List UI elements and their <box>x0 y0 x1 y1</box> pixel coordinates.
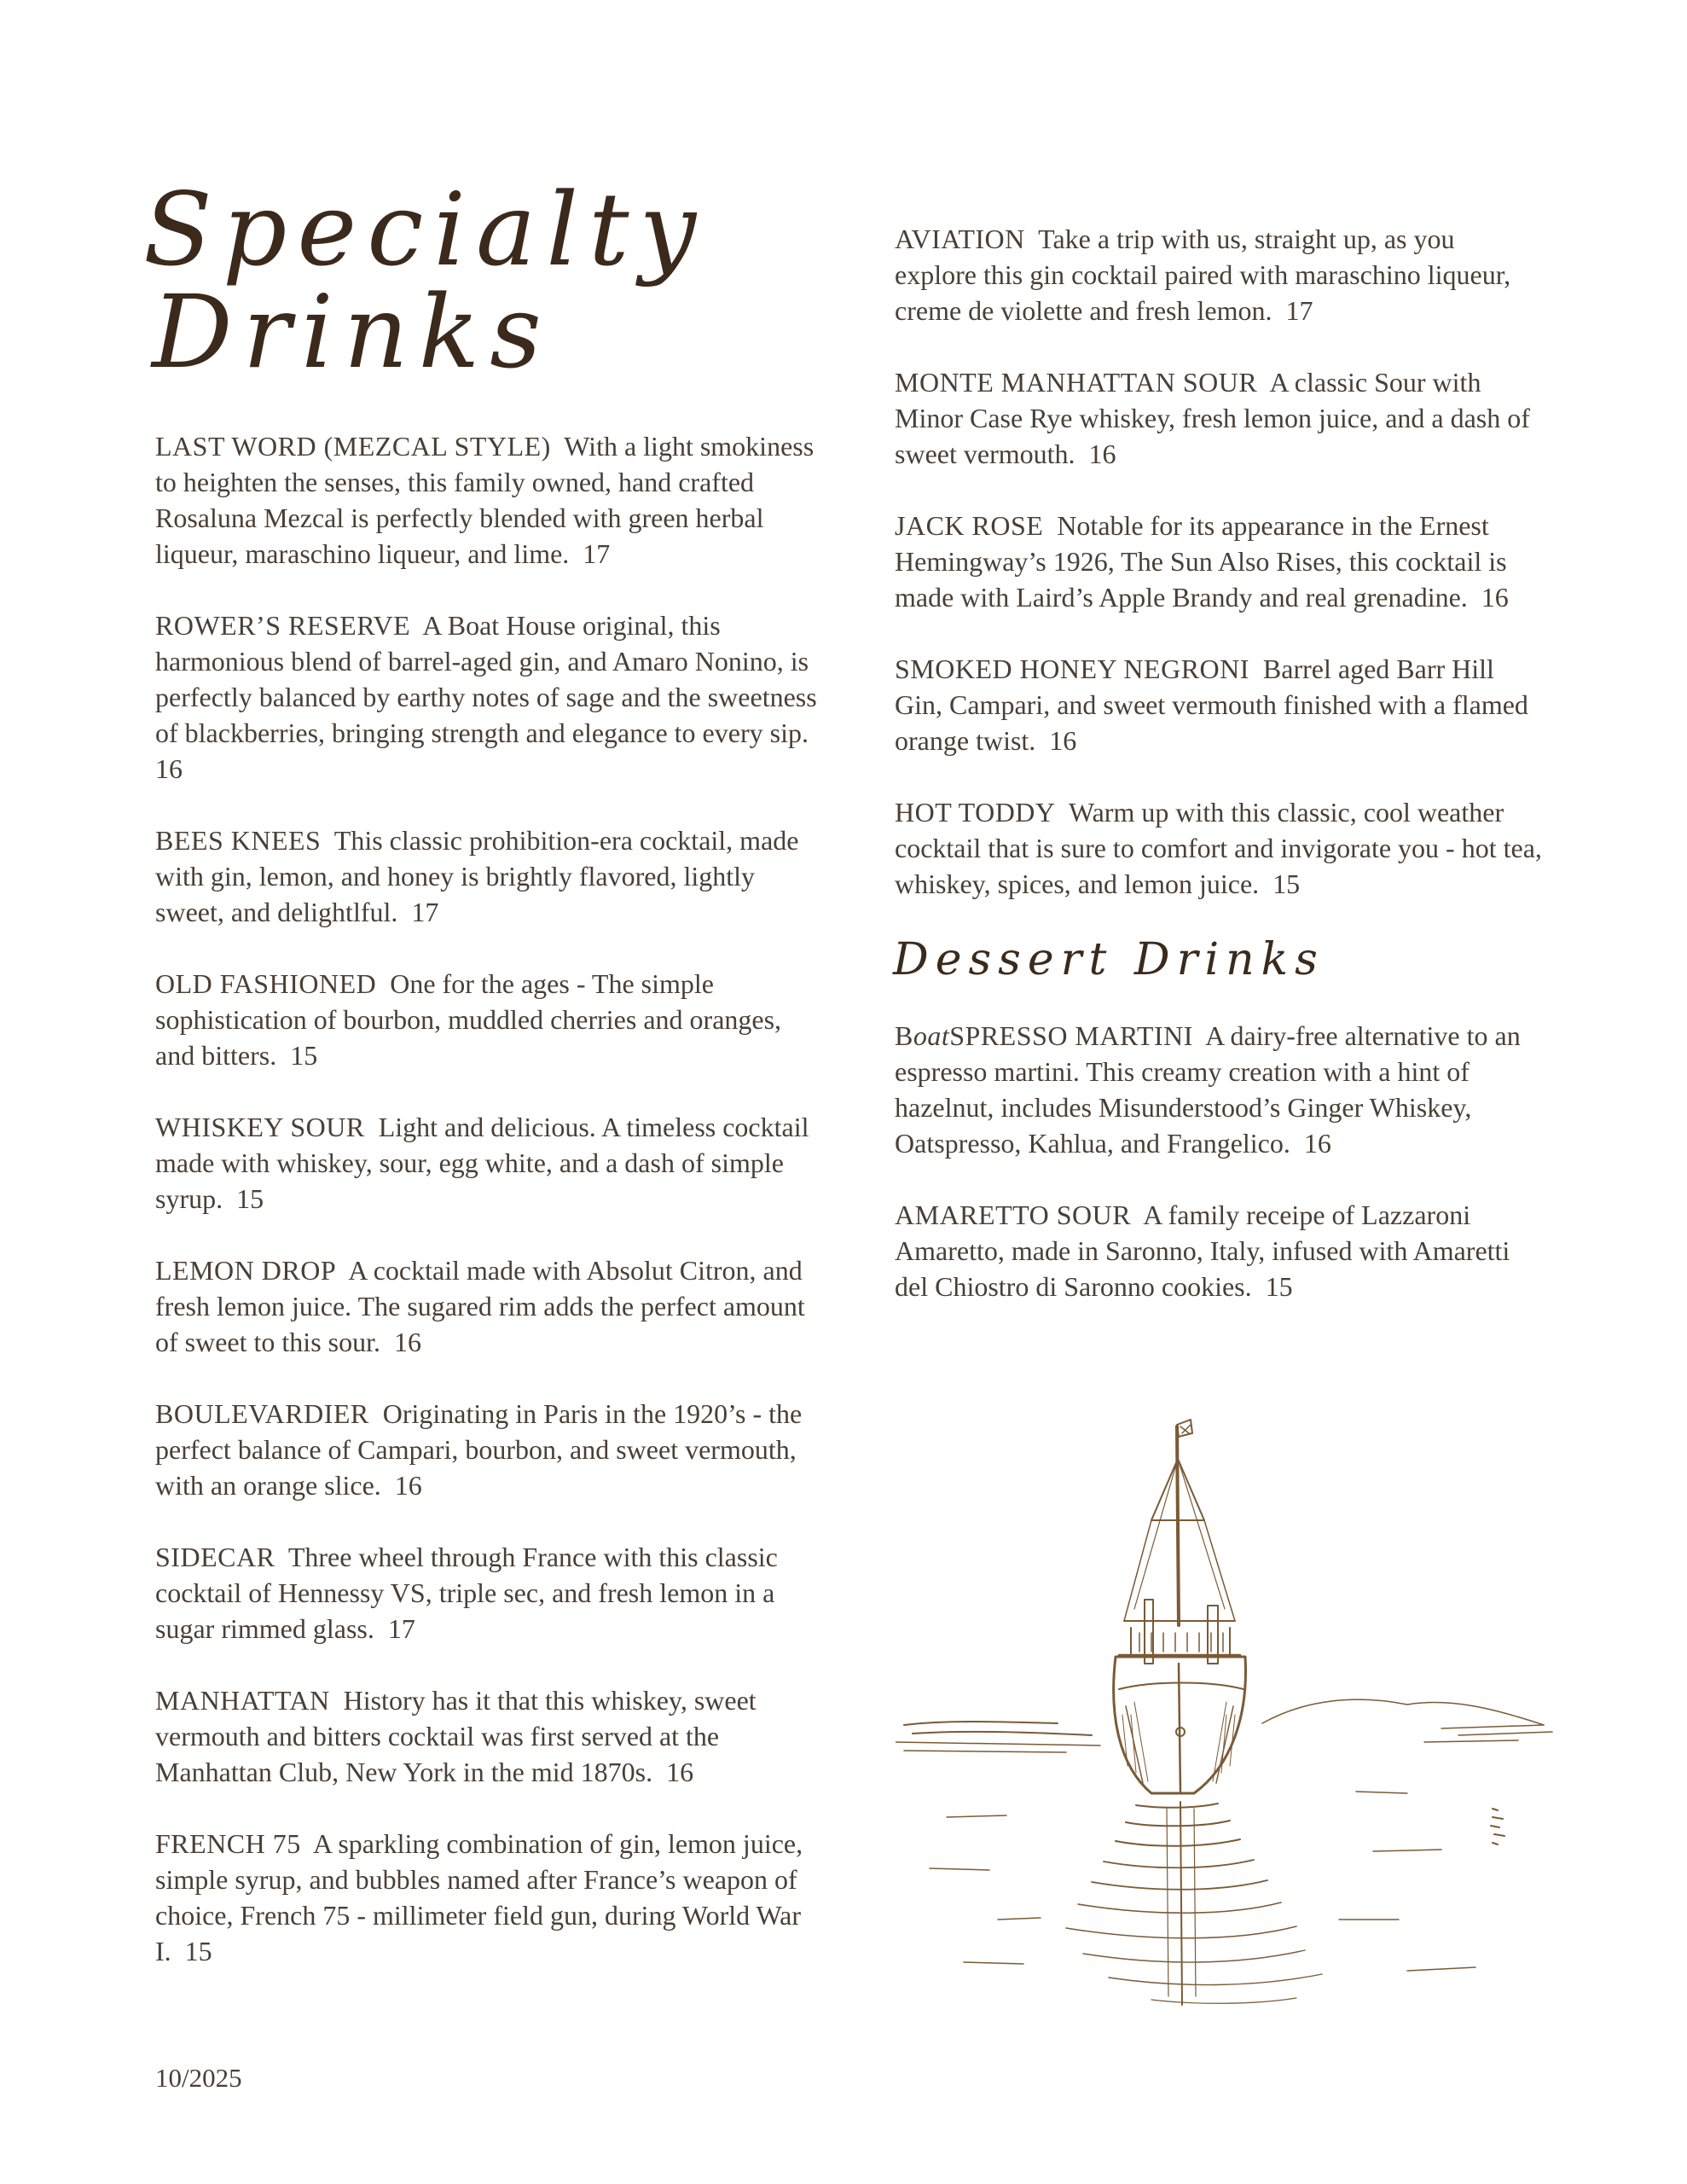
item-name: MANHATTAN <box>155 1685 330 1716</box>
item-name-part: B <box>895 1020 913 1051</box>
dessert-heading: Dessert Drinks <box>893 934 1325 985</box>
item-name: MONTE MANHATTAN SOUR <box>895 367 1258 398</box>
item-price: 15 <box>290 1040 318 1071</box>
menu-item <box>895 221 1543 328</box>
item-description: Light and delicious. A timeless cocktail made with whiskey, sour, egg white, and a dash of simple syrup. <box>155 1112 809 1214</box>
menu-item <box>155 1252 820 1360</box>
item-price: 16 <box>155 753 183 784</box>
menu-item <box>895 364 1543 472</box>
item-price: 16 <box>666 1757 694 1787</box>
title-line-2: Drinks <box>152 273 552 391</box>
menu-item <box>895 794 1543 902</box>
item-price: 16 <box>1049 725 1077 756</box>
item-name: OLD FASHIONED <box>155 968 377 999</box>
item-price: 15 <box>236 1183 264 1214</box>
menu-item <box>895 1197 1543 1304</box>
item-name: BOULEVARDIER <box>155 1398 369 1429</box>
item-price: 17 <box>1285 295 1313 326</box>
item-description: Take a trip with us, straight up, as you explore this gin cocktail paired with maraschino liqueur, creme de violette and fresh lemon. <box>895 224 1511 326</box>
item-name: LAST WORD (MEZCAL STYLE) <box>155 431 551 462</box>
item-description: A family receipe of Lazzaroni Amaretto, made in Saronno, Italy, infused with Amaretti del Chiostro di Saronno cookies. <box>895 1199 1510 1302</box>
menu-item <box>155 1539 820 1647</box>
footer-date: 10/2025 <box>155 2063 242 2093</box>
item-name: SMOKED HONEY NEGRONI <box>895 653 1249 684</box>
item-price: 17 <box>583 538 611 569</box>
item-price: 15 <box>1265 1271 1293 1302</box>
item-price: 17 <box>387 1613 415 1644</box>
menu-item <box>155 428 820 572</box>
menu-item <box>155 822 820 930</box>
item-name: FRENCH 75 <box>155 1828 301 1859</box>
item-description: A classic Sour with Minor Case Rye whiskey, fresh lemon juice, and a dash of sweet vermouth. <box>895 367 1530 469</box>
menu-item <box>155 1109 820 1217</box>
item-name: JACK ROSE <box>895 510 1044 541</box>
boat-illustration <box>896 1408 1561 2030</box>
menu-item <box>895 508 1543 615</box>
item-description: With a light smokiness to heighten the senses, this family owned, hand crafted Rosaluna Mezcal is perfectly blended with green herbal liqueur, maraschino liqueur, and lime. <box>155 431 815 569</box>
menu-item <box>155 1826 820 1969</box>
right-items <box>895 221 1543 902</box>
right-column <box>895 221 1543 1340</box>
item-description: A sparkling combination of gin, lemon juice, simple syrup, and bubbles named after France’s weapon of choice, French 75 - millimeter field gun, during World War I. <box>155 1828 803 1966</box>
item-description: Originating in Paris in the 1920’s - the perfect balance of Campari, bourbon, and sweet vermouth, with an orange slice. <box>155 1398 803 1501</box>
item-name-part: SPRESSO MARTINI <box>949 1020 1193 1051</box>
item-name <box>895 1020 1193 1051</box>
item-price: 17 <box>411 897 439 927</box>
menu-item <box>155 966 820 1073</box>
item-description: A dairy-free alternative to an espresso martini. This creamy creation with a hint of hazelnut, includes Misunderstood’s Ginger Whiskey, Oatspresso, Kahlua, and Frangelico. <box>895 1020 1521 1159</box>
item-price: 15 <box>1272 868 1301 899</box>
item-price: 16 <box>1088 439 1116 469</box>
item-name: WHISKEY SOUR <box>155 1112 365 1142</box>
item-description: A Boat House original, this harmonious blend of barrel-aged gin, and Amaro Nonino, is perfectly balanced by earthy notes of sage and the sweetness of blackberries, bringing strength and elegance to every sip. <box>155 610 817 748</box>
item-price: 16 <box>1481 582 1509 613</box>
item-name: AVIATION <box>895 224 1025 254</box>
item-name: HOT TODDY <box>895 797 1056 828</box>
item-description: A cocktail made with Absolut Citron, and fresh lemon juice. The sugared rim adds the perfect amount of sweet to this sour. <box>155 1255 805 1357</box>
item-description: History has it that this whiskey, sweet vermouth and bitters cocktail was first served at the Manhattan Club, New York in the mid 1870s. <box>155 1685 757 1787</box>
item-name: LEMON DROP <box>155 1255 337 1286</box>
menu-item <box>895 651 1543 758</box>
item-description: Notable for its appearance in the Ernest Hemingway’s 1926, The Sun Also Rises, this cocktail is made with Laird’s Apple Brandy and real grenadine. <box>895 510 1507 613</box>
item-name: BEES KNEES <box>155 825 322 856</box>
left-column <box>155 428 820 2005</box>
item-description: Three wheel through France with this classic cocktail of Hennessy VS, triple sec, and fresh lemon in a sugar rimmed glass. <box>155 1542 778 1644</box>
menu-item <box>895 1018 1543 1161</box>
item-description: Warm up with this classic, cool weather cocktail that is sure to comfort and invigorate you - hot tea, whiskey, spices, and lemon juice. <box>895 797 1542 899</box>
item-name: AMARETTO SOUR <box>895 1199 1132 1230</box>
item-name-italic: oat <box>913 1020 950 1051</box>
item-name: SIDECAR <box>155 1542 275 1572</box>
title-line-1: Specialty <box>143 171 707 288</box>
item-price: 16 <box>1303 1128 1331 1159</box>
item-name: ROWER’S RESERVE <box>155 610 411 641</box>
item-price: 15 <box>184 1936 212 1966</box>
menu-item <box>155 607 820 787</box>
item-description: Barrel aged Barr Hill Gin, Campari, and sweet vermouth finished with a flamed orange twist. <box>895 653 1528 756</box>
menu-item <box>155 1396 820 1503</box>
menu-item <box>155 1682 820 1790</box>
item-price: 16 <box>393 1327 421 1357</box>
item-price: 16 <box>394 1470 422 1501</box>
item-description: This classic prohibition-era cocktail, made with gin, lemon, and honey is brightly flavored, lightly sweet, and delightlful. <box>155 825 799 927</box>
item-description: One for the ages - The simple sophistication of bourbon, muddled cherries and oranges, and bitters. <box>155 968 782 1071</box>
